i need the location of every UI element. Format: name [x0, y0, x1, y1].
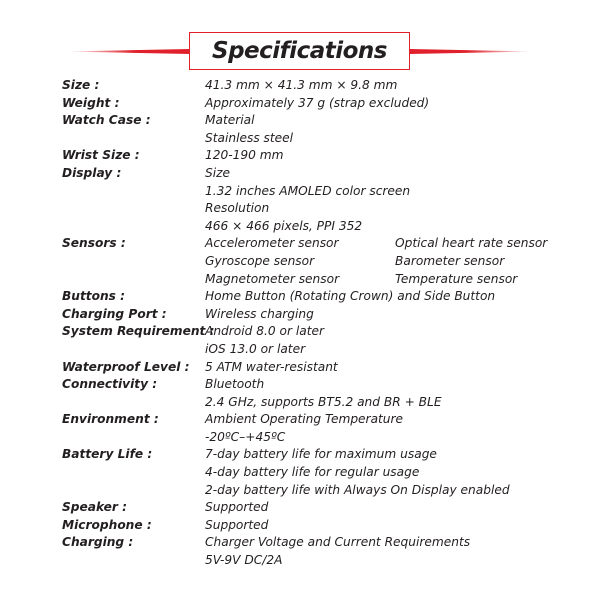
- spec-value: 4-day battery life for regular usage: [205, 465, 420, 480]
- spec-values: [205, 517, 582, 535]
- spec-values: [205, 95, 582, 113]
- spec-value: Barometer sensor: [395, 253, 505, 268]
- spec-value: Approximately 37 g (strap excluded): [205, 95, 430, 110]
- spec-value: Stainless steel: [205, 130, 294, 145]
- spec-values: [205, 235, 582, 288]
- spec-value: 1.32 inches AMOLED color screen: [205, 183, 411, 198]
- spec-value: Optical heart rate sensor: [395, 236, 548, 251]
- spec-value: 120-190 mm: [205, 148, 284, 163]
- spec-values: [205, 112, 582, 147]
- spec-value-pair: [205, 253, 582, 271]
- spec-label: Waterproof Level :: [62, 359, 190, 374]
- spec-label: Battery Life :: [62, 447, 153, 462]
- spec-value: 41.3 mm × 41.3 mm × 9.8 mm: [205, 78, 398, 92]
- spec-values: [205, 534, 582, 569]
- spec-value: -20ºC–+45ºC: [205, 429, 286, 444]
- spec-value: Wireless charging: [205, 306, 314, 321]
- spec-values: [205, 306, 582, 324]
- spec-row: [62, 95, 582, 113]
- spec-value: 2-day battery life with Always On Display enabled: [205, 482, 510, 497]
- spec-label: Connectivity :: [62, 377, 158, 392]
- spec-value: Temperature sensor: [395, 271, 518, 286]
- spec-values: [205, 411, 582, 446]
- spec-values: [205, 288, 582, 306]
- spec-values: [205, 77, 582, 95]
- spec-label: Charging Port :: [62, 306, 167, 321]
- spec-row: [62, 359, 582, 377]
- spec-label: Speaker :: [62, 500, 128, 515]
- left-accent-bar: [65, 49, 190, 54]
- spec-row: [62, 517, 582, 535]
- spec-values: [205, 446, 582, 499]
- spec-row: [62, 499, 582, 517]
- spec-row: [62, 165, 582, 235]
- spec-value: Supported: [205, 517, 269, 532]
- right-accent-bar: [410, 49, 535, 54]
- spec-value: Magnetometer sensor: [205, 271, 340, 286]
- spec-value: 7-day battery life for maximum usage: [205, 447, 437, 462]
- spec-value: Resolution: [205, 201, 270, 216]
- spec-row: [62, 376, 582, 411]
- spec-value: 466 × 466 pixels, PPI 352: [205, 218, 363, 233]
- spec-value: Home Button (Rotating Crown) and Side Button: [205, 289, 496, 304]
- spec-row: [62, 534, 582, 569]
- spec-label: System Requirement :: [62, 324, 215, 339]
- spec-values: [205, 359, 582, 377]
- title-box: [189, 32, 410, 70]
- spec-values: [205, 165, 582, 235]
- spec-label: Sensors :: [62, 236, 126, 251]
- spec-row: [62, 77, 582, 95]
- spec-value-pair: [205, 271, 582, 289]
- spec-value: Ambient Operating Temperature: [205, 412, 404, 427]
- spec-label: Watch Case :: [62, 113, 151, 128]
- spec-value: Bluetooth: [205, 377, 265, 392]
- spec-row: [62, 446, 582, 499]
- spec-value: Supported: [205, 500, 269, 515]
- spec-value: 2.4 GHz, supports BT5.2 and BR + BLE: [205, 394, 442, 409]
- spec-row: [62, 147, 582, 165]
- spec-row: [62, 306, 582, 324]
- spec-value: Android 8.0 or later: [205, 324, 325, 339]
- spec-label: Microphone :: [62, 517, 152, 532]
- spec-value: 5 ATM water-resistant: [205, 359, 338, 374]
- spec-row: [62, 235, 582, 288]
- spec-row: [62, 112, 582, 147]
- spec-label: Weight :: [62, 95, 120, 110]
- spec-value: Size: [205, 165, 231, 180]
- spec-value: Accelerometer sensor: [205, 236, 339, 251]
- spec-value: Charger Voltage and Current Requirements: [205, 535, 471, 550]
- spec-values: [205, 323, 582, 358]
- page-title: Specifications: [212, 38, 387, 64]
- spec-value-pair: [205, 235, 582, 253]
- spec-row: [62, 323, 582, 358]
- spec-values: [205, 376, 582, 411]
- spec-row: [62, 288, 582, 306]
- spec-row: [62, 411, 582, 446]
- spec-label: Buttons :: [62, 289, 126, 304]
- spec-label: Wrist Size :: [62, 148, 140, 163]
- spec-label: Display :: [62, 165, 122, 180]
- spec-label: Environment :: [62, 412, 159, 427]
- header: [0, 0, 600, 80]
- spec-value: Gyroscope sensor: [205, 253, 315, 268]
- spec-values: [205, 147, 582, 165]
- spec-list: [62, 77, 582, 570]
- spec-value: Material: [205, 113, 255, 128]
- spec-value: 5V-9V DC/2A: [205, 553, 283, 568]
- spec-label: Charging :: [62, 535, 134, 550]
- spec-values: [205, 499, 582, 517]
- spec-value: iOS 13.0 or later: [205, 341, 306, 356]
- spec-label: Size :: [62, 78, 100, 92]
